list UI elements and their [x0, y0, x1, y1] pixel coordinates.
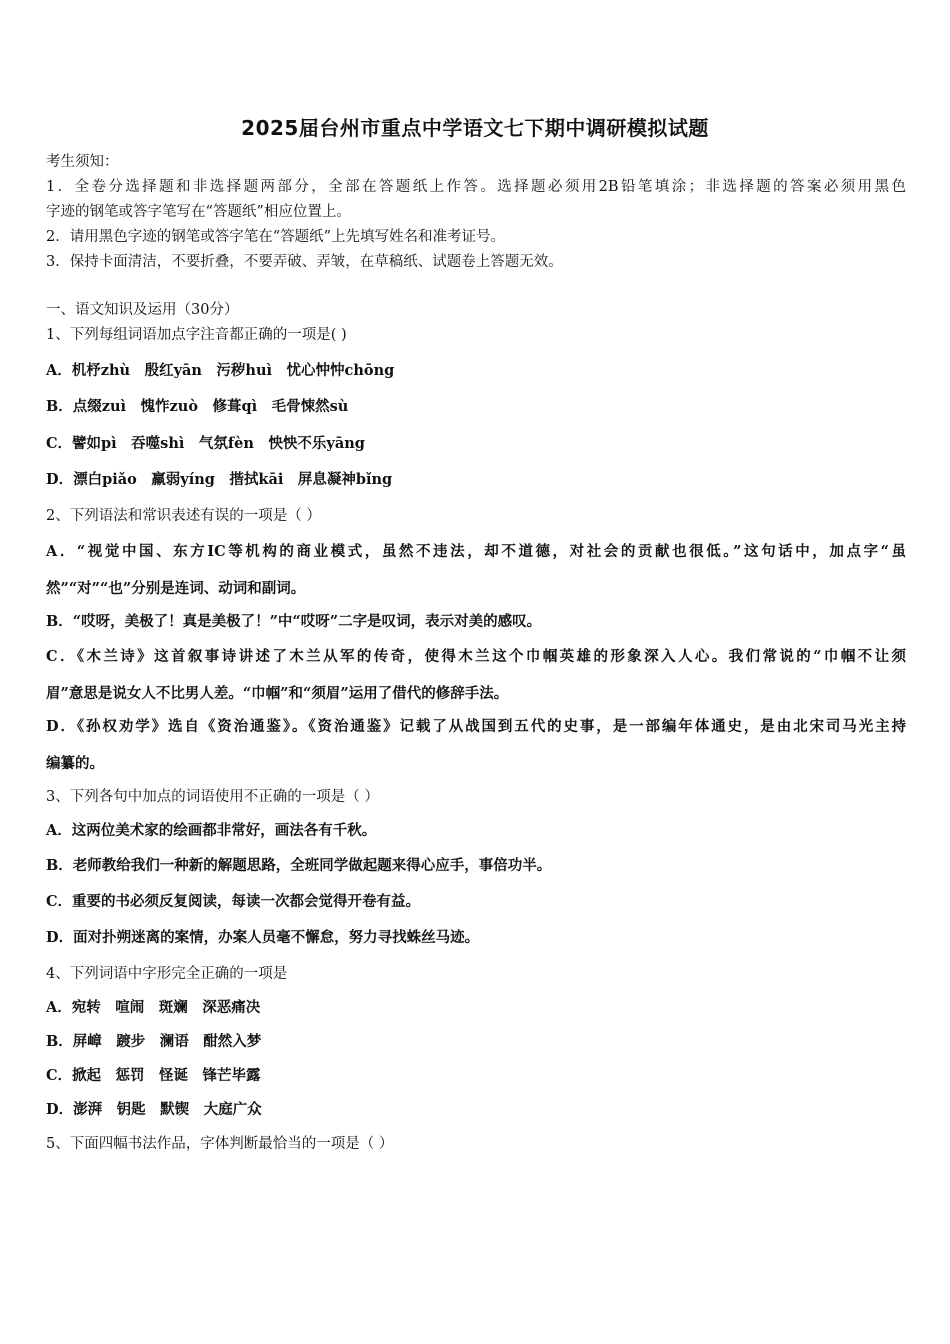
q1-stem: 1、下列每组词语加点字注音都正确的一项是( )	[46, 327, 347, 343]
page-title: 2025届台州市重点中学语文七下期中调研模拟试题	[241, 116, 709, 140]
q1-option-a: A．机杼zhù 殷红yān 污秽huì 忧心忡忡chōng	[46, 362, 395, 379]
q3-option-a: A．这两位美术家的绘画都非常好，画法各有千秋。	[46, 822, 377, 839]
q3-stem: 3、下列各句中加点的词语使用不正确的一项是（ ）	[46, 789, 379, 805]
q3-option-d: D．面对扑朔迷离的案情，办案人员毫不懈怠，努力寻找蛛丝马迹。	[46, 929, 480, 946]
section-heading: 一、语文知识及运用（30分）	[46, 302, 239, 318]
q3-option-b: B．老师教给我们一种新的解题思路，全班同学做起题来得心应手，事倍功半。	[46, 857, 552, 874]
q1-option-b: B．点缀zuì 愧怍zuò 修葺qì 毛骨悚然sù	[46, 398, 349, 415]
q4-option-c: C．掀起 惩罚 怪诞 锋芒毕露	[46, 1067, 261, 1084]
notice-heading: 考生须知：	[46, 154, 119, 170]
q2-stem: 2、下列语法和常识表述有误的一项是（ ）	[46, 508, 321, 524]
q5-stem: 5、下面四幅书法作品，字体判断最恰当的一项是（ ）	[46, 1136, 394, 1152]
q4-option-b: B．屏嶂 踱步 澜语 酣然入梦	[46, 1033, 262, 1050]
q2-option-b: B．“哎呀，美极了！真是美极了！”中“哎呀”二字是叹词，表示对美的感叹。	[46, 613, 542, 630]
notice-item-3: 3．保持卡面清洁，不要折叠，不要弄破、弄皱，在草稿纸、试题卷上答题无效。	[46, 254, 563, 270]
q4-option-a: A．宛转 喧闹 斑斓 深恶痛决	[46, 999, 261, 1016]
q1-option-c: C．譬如pì 吞噬shì 气氛fèn 怏怏不乐yāng	[46, 435, 365, 452]
q2-option-d: D．《孙权劝学》选自《资治通鉴》。《资治通鉴》记载了从战国到五代的史事，是一部编年体通史，是由北宋司马光主持	[46, 718, 906, 735]
q2-option-c: C．《木兰诗》这首叙事诗讲述了木兰从军的传奇，使得木兰这个巾帼英雄的形象深入人心。我们常说的“巾帼不让须	[46, 648, 906, 665]
q2-option-c-cont: 眉”意思是说女人不比男人差。“巾帼”和“须眉”运用了借代的修辞手法。	[46, 685, 509, 702]
q2-option-a-cont: 然”“对”“也”分别是连词、动词和副词。	[46, 580, 306, 597]
q2-option-d-cont: 编纂的。	[46, 755, 104, 772]
q2-option-a: A．“视觉中国、东方IC等机构的商业模式，虽然不违法，却不道德，对社会的贡献也很低。”这句话中，加点字“虽	[46, 543, 906, 560]
notice-item-1-cont: 字迹的钢笔或答字笔写在“答题纸”相应位置上。	[46, 204, 351, 220]
notice-item-1: 1．全卷分选择题和非选择题两部分，全部在答题纸上作答。选择题必须用2B铅笔填涂；非选择题的答案必须用黑色	[46, 179, 906, 195]
notice-item-2: 2．请用黑色字迹的钢笔或答字笔在“答题纸”上先填写姓名和准考证号。	[46, 229, 506, 245]
q4-option-d: D．澎湃 钥匙 默锲 大庭广众	[46, 1101, 262, 1118]
q3-option-c: C．重要的书必须反复阅读，每读一次都会觉得开卷有益。	[46, 893, 421, 910]
q4-stem: 4、下列词语中字形完全正确的一项是	[46, 966, 288, 982]
q1-option-d: D．漂白piǎo 羸弱yíng 揩拭kāi 屏息凝神bǐng	[46, 471, 393, 488]
